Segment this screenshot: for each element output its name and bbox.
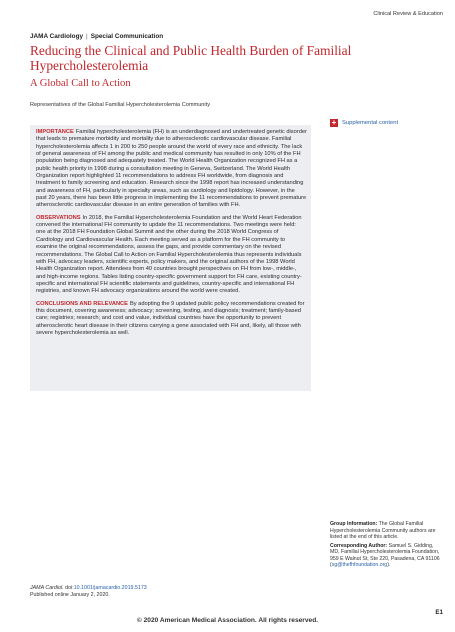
citation-journal: JAMA Cardiol.	[30, 585, 64, 591]
abstract-box	[30, 125, 311, 391]
article-title: Reducing the Clinical and Public Health Burden of Familial Hypercholesterolemia	[30, 43, 352, 73]
abstract-importance	[36, 129, 307, 210]
supplemental-label[interactable]: Supplemental content	[342, 120, 399, 126]
article-subtitle: A Global Call to Action	[30, 78, 131, 89]
importance-label: IMPORTANCE	[36, 129, 74, 135]
corresponding-author-label: Corresponding Author:	[330, 542, 388, 549]
abstract-observations	[36, 215, 307, 296]
page-number: E1	[435, 609, 443, 616]
conclusions-label: CONCLUSIONS AND RELEVANCE	[36, 300, 128, 307]
published-date: Published online January 2, 2020.	[30, 591, 110, 598]
journal-name: JAMA Cardiology	[30, 33, 84, 40]
article-type: Special Communication	[90, 33, 164, 40]
author-list: Representatives of the Global Familial Hypercholesterolemia Community	[30, 102, 211, 108]
group-info-text: The Global Familial Hypercholesterolemia Community authors are listed at the end of this article.	[330, 521, 436, 540]
corresponding-author-end: ).	[387, 562, 391, 568]
observations-text: In 2018, the Familial Hypercholesterolemia Foundation and the World Heart Federation convened the international FH community to update the 11 recommendations. Two meetings were held: one at the 2018 FH Foundation Global Summit and the other during the 2018 World Congress of Cardiology and Cardiovascular Health. Each meeting served as a platform for the FH community to examine the original recommendations, assess the gaps, and provide commentary on the revised recommendations. The Global Call to Action on Familial Hypercholesterolemia thus represents individuals with FH, advocacy leaders, scientific experts, policy makers, and the original authors of the 1998 World Health Organization report. Attendees from 40 countries brought perspectives on FH from low-, middle-, and high-income regions. Tables listing country-specific government support for FH care, existing country-specific and international FH scientific statements and guidelines, country-specific and international FH registries, and known FH advocacy organizations around the world were created.	[36, 214, 302, 295]
importance-text: Familial hypercholesterolemia (FH) is an underdiagnosed and undertreated genetic disorder that leads to premature morbidity and mortality due to atherosclerotic cardiovascular disease. Familial hypercholesterolemia affects 1 in 200 to 250 people around the world of every race and ethnicity. The lack of general awareness of FH among the public and medical community has resulted in only 10% of the FH population being diagnosed and adequately treated. The World Health Organization recognized FH as a public health priority in 1998 during a consultation meeting in Geneva, Switzerland. The World Health Organization report highlighted 11 recommendations to address FH worldwide, from diagnosis and treatment to family screening and education. Research since the 1998 report has increased understanding and awareness of FH, particularly in specialty areas, such as cardiology and lipidology. However, in the past 20 years, there has been little progress in implementing the 11 recommendations to prevent premature atherosclerotic cardiovascular disease in an entire generation of families with FH.	[36, 129, 307, 209]
author-email-link[interactable]: sg@thefhfoundation.org	[331, 562, 388, 568]
journal-line	[30, 33, 163, 40]
citation-block	[30, 585, 147, 598]
conclusions-text: By adopting the 9 updated public policy recommendations created for this document, covering awareness; advocacy; screening, testing, and diagnosis; treatment; family-based care; registries; research; and cost and value, individual countries have the opportunity to prevent atherosclerotic heart disease in their citizens carrying a gene associated with FH and, likely, all those with severe hypercholesterolemia as well.	[36, 300, 305, 336]
section-header: Clinical Review & Education	[373, 11, 443, 17]
doi-link[interactable]: 10.1001/jamacardio.2019.5173	[73, 585, 147, 591]
corresponding-author	[330, 543, 442, 569]
group-information	[330, 521, 442, 541]
abstract-conclusions	[36, 301, 307, 338]
copyright-notice: © 2020 American Medical Association. All rights reserved.	[136, 617, 319, 624]
supplemental-content-link[interactable]	[330, 119, 398, 127]
citation-doi-line	[30, 585, 147, 592]
article-sidebar	[330, 521, 442, 571]
plus-icon: +	[331, 118, 337, 127]
group-info-label: Group Information:	[330, 521, 378, 527]
doi-prefix: doi:	[65, 585, 74, 591]
journal-separator: |	[86, 33, 88, 40]
observations-label: OBSERVATIONS	[36, 214, 81, 221]
corresponding-author-text: Samuel S. Gidding, MD, Familial Hypercholesterolemia Foundation, 959 E Walnut St, Ste 220, Pasadena, CA 91106 (	[330, 542, 440, 568]
